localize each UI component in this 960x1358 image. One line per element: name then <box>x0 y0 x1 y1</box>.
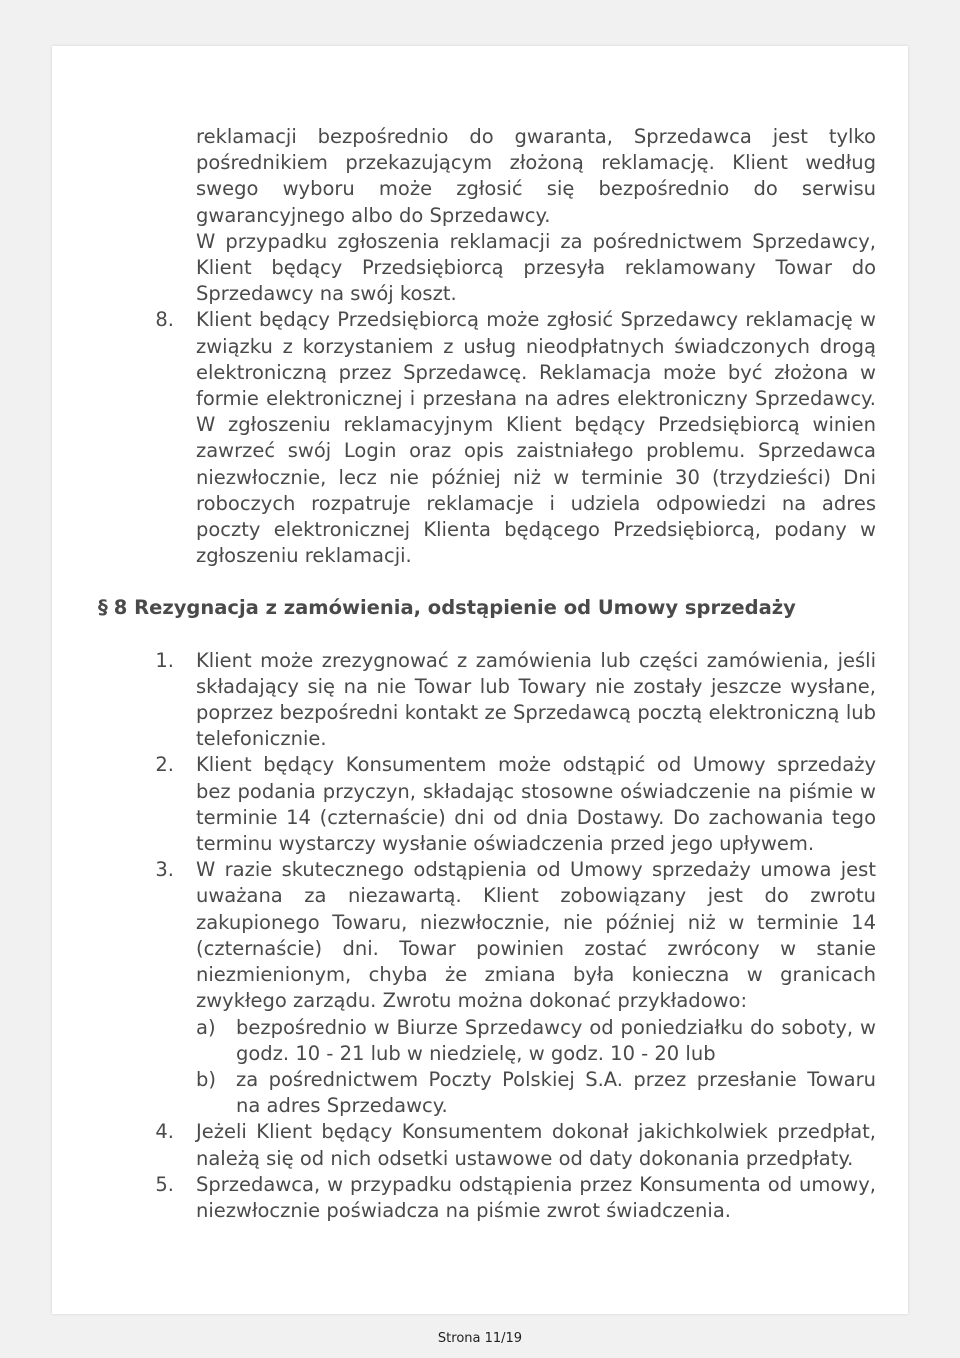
list-item <box>144 857 876 1119</box>
sub-item-text: za pośrednictwem Poczty Polskiej S.A. przez przesłanie Towaru na adres Sprzedawcy. <box>236 1067 876 1118</box>
item-number: 3. <box>155 858 174 882</box>
sub-item-letter: a) <box>196 1015 216 1039</box>
list-item <box>144 648 876 753</box>
item-number: 8. <box>155 308 174 332</box>
page-number: Strona 11/19 <box>437 1331 523 1346</box>
item-number: 5. <box>155 1172 174 1196</box>
item-text: Klient będący Konsumentem może odstąpić od Umowy sprzedaży bez podania przyczyn, składając stosowne oświadczenie na piśmie w terminie 14 (czternaście) dni od dnia Dostawy. Do zachowania tego terminu wystarczy wysłanie oświadczenia przed jego upływem. <box>196 753 876 856</box>
document-page <box>52 46 908 1314</box>
sub-list-item <box>196 1067 876 1119</box>
page-footer <box>0 1331 960 1346</box>
sub-list-item <box>196 1015 876 1067</box>
list-item <box>144 752 876 857</box>
item-text: Klient może zrezygnować z zamówienia lub części zamówienia, jeśli składający się na nie Towar lub Towary nie zostały jeszcze wysłane, poprzez bezpośredni kontakt ze Sprzedawcą pocztą elektroniczną lub telefonicznie. <box>196 648 876 751</box>
list-item <box>144 1119 876 1171</box>
item-number: 1. <box>155 648 174 672</box>
paragraph-text: W przypadku zgłoszenia reklamacji za pośrednictwem Sprzedawcy, Klient będący Przedsiębiorcą przesyła reklamowany Towar do Sprzedawcy na swój koszt. <box>196 229 876 306</box>
item-text: Sprzedawca, w przypadku odstąpienia przez Konsumenta od umowy, niezwłocznie poświadcza na piśmie zwrot świadczenia. <box>196 1172 876 1222</box>
sub-list <box>196 1015 876 1120</box>
continued-paragraph <box>144 124 876 307</box>
item-number: 4. <box>155 1120 174 1144</box>
sub-item-letter: b) <box>196 1067 216 1091</box>
item-text: Jeżeli Klient będący Konsumentem dokonał jakichkolwiek przedpłat, należą się od nich odsetki ustawowe od daty dokonania przedpłaty. <box>196 1120 876 1170</box>
section-title: 8 Rezygnacja z zamówienia, odstąpienie od Umowy sprzedaży <box>113 596 796 620</box>
sub-item-text: bezpośrednio w Biurze Sprzedawcy od poniedziałku do soboty, w godz. 10 - 21 lub w niedzielę, w godz. 10 - 20 lub <box>236 1015 876 1065</box>
paragraph-text: reklamacji bezpośrednio do gwaranta, Sprzedawca jest tylko pośrednikiem przekazującym złożoną reklamację. Klient według swego wyboru może zgłosić się bezpośrednio do serwisu gwarancyjnego albo do Sprzedawcy. <box>196 125 876 227</box>
item-text: Klient będący Przedsiębiorcą może zgłosić Sprzedawcy reklamację w związku z korzystaniem z usług nieodpłatnych świadczonych drogą elektroniczną przez Sprzedawcę. Reklamacja może być złożona w formie elektronicznej i przesłana na adres elektroniczny Sprzedawcy. W zgłoszeniu reklamacyjnym Klient będący Przedsiębiorcą winien zawrzeć swój Login oraz opis zaistniałego problemu. Sprzedawca niezwłocznie, lecz nie później niż w terminie 30 (trzydzieści) Dni roboczych rozpatruje reklamacje i udziela odpowiedzi na adres poczty elektronicznej Klienta będącego Przedsiębiorcą, podany w zgłoszeniu reklamacji. <box>196 308 876 568</box>
list-item <box>144 307 876 569</box>
section-heading <box>98 595 876 621</box>
list-item <box>144 1172 876 1224</box>
section-symbol: § <box>98 596 108 620</box>
item-number: 2. <box>155 753 174 777</box>
page-content <box>98 124 876 1224</box>
item-text: W razie skutecznego odstąpienia od Umowy sprzedaży umowa jest uważana za niezawartą. Klient zobowiązany jest do zwrotu zakupionego Towaru, niezwłocznie, nie później niż w terminie 14 (czternaście) dni. Towar powinien zostać zwrócony w stanie niezmienionym, chyba że zmiana była konieczna w granicach zwykłego zarządu. Zwrotu można dokonać przykładowo: <box>196 858 876 1013</box>
